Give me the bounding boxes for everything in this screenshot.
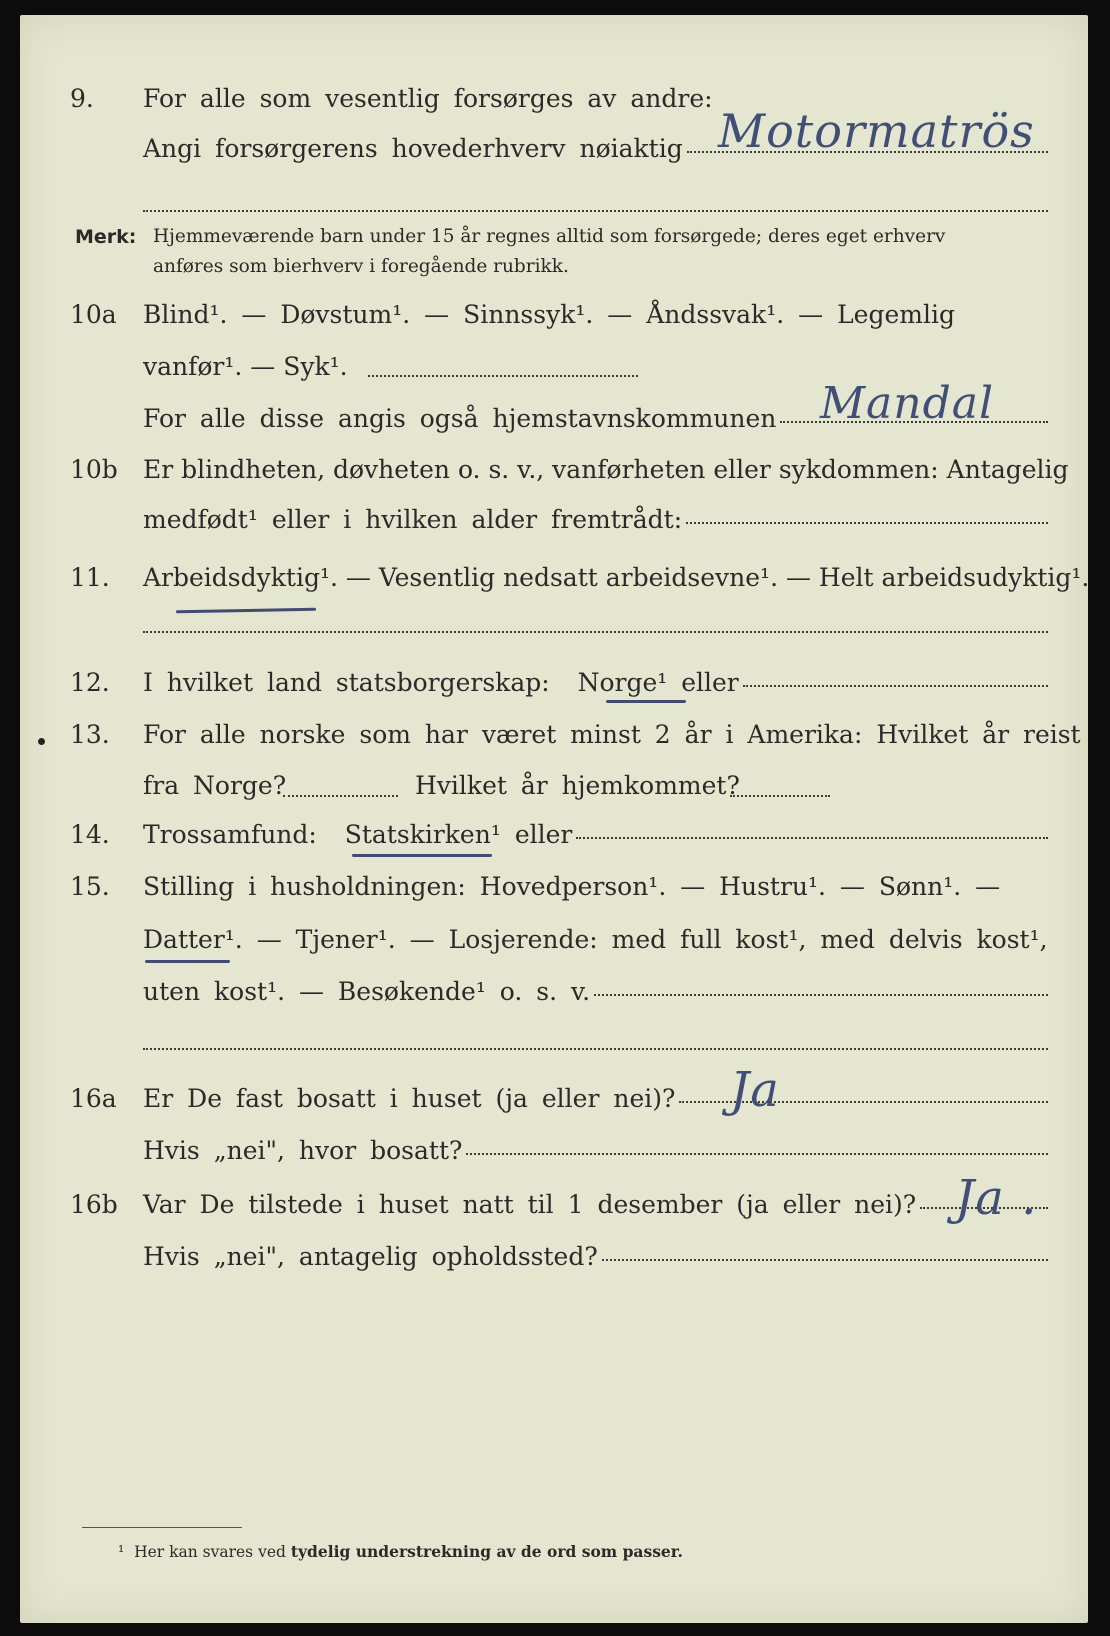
q15-handwritten-underline [145,960,230,963]
q10a-number: 10a [70,300,117,329]
footnote-mark: ¹ [118,1543,125,1561]
q13-line1: For alle norske som har været minst 2 år i Amerika: Hvilket år reist [143,720,1081,749]
q12-number: 12. [70,668,110,697]
q16b-label: Var De tilstede i huset natt til 1 desember (ja eller nei)? [143,1190,917,1219]
q16b-where-line [602,1259,1048,1261]
q16a-number: 16a [70,1084,117,1113]
q14-handwritten-underline [352,854,492,857]
q16a-where-line [466,1153,1048,1155]
q15-number: 15. [70,872,110,901]
q13-number: 13. [70,720,110,749]
q13-line2b: Hvilket år hjemkommet? [415,771,740,800]
q10a-line2-fill [368,375,638,377]
merk-label: Merk: [75,226,137,248]
q11-extra-line [143,631,1048,633]
q16a-label: Er De fast bosatt i huset (ja eller nei)? [143,1084,676,1113]
q12-suffix: eller [681,668,739,697]
q16b-handwritten-answer: Ja . [955,1170,1038,1226]
q9-line1: For alle som vesentlig forsørges av andre: [143,84,713,113]
q14-option-statskirken: Statskirken¹ [344,820,501,849]
q16a-line2 [143,1136,1048,1176]
q16a-handwritten-answer: Ja [730,1062,780,1118]
q10a-handwritten-answer: Mandal [820,378,995,429]
q10b-line2 [143,505,1048,545]
q13-line2a: fra Norge? [143,771,287,800]
q16b-number: 16b [70,1190,118,1219]
q9-label: Angi forsørgerens hovederhverv nøiaktig [143,134,683,163]
q15-extra-line [143,1048,1048,1050]
footnote-rule [82,1527,242,1528]
q15-option-datter: Datter¹. [143,925,243,954]
q10b-label: medfødt¹ eller i hvilken alder fremtrådt: [143,505,683,534]
q13-year-left-line [283,795,398,797]
q9-extra-line [143,210,1048,212]
footnote [118,1542,683,1561]
q10a-label: For alle disse angis også hjemstavnskommunen [143,404,777,433]
q10b-line1: Er blindheten, døvheten o. s. v., vanførheten eller sykdommen: Antagelig [143,455,1069,484]
q16a-label2: Hvis „nei", hvor bosatt? [143,1136,463,1165]
q14-answer-line [576,837,1048,839]
merk-line2: anføres som bierhverv i foregående rubrikk. [153,256,569,277]
q12-answer-line [743,685,1048,687]
q12-handwritten-underline [606,700,686,703]
q16a-line1 [143,1084,1048,1124]
q15-answer-line [594,994,1048,996]
q12-option-norge: Norge¹ [577,668,668,697]
footnote-text-a: Her kan svares ved [134,1543,286,1561]
q10a-line2: vanfør¹. — Syk¹. [143,352,348,381]
q10a-line1: Blind¹. — Døvstum¹. — Sinnssyk¹. — Åndssvak¹. — Legemlig [143,300,955,329]
footnote-text-b: tydelig understrekning av de ord som passer. [290,1542,683,1561]
q15-line2-rest: — Tjener¹. — Losjerende: med full kost¹, med delvis kost¹, [256,925,1048,954]
q14-line [143,820,1048,860]
q13-year-return-line [730,795,830,797]
merk-line1: Hjemmeværende barn under 15 år regnes alltid som forsørgede; deres eget erhverv [153,226,946,247]
q10b-answer-line [686,522,1048,524]
q16b-line2 [143,1242,1048,1282]
q9-handwritten-answer: Motormatrös [718,104,1035,158]
q11-number: 11. [70,563,110,592]
q14-suffix: eller [514,820,573,849]
q10b-number: 10b [70,455,118,484]
q16b-line1 [143,1190,1048,1230]
q15-line2 [143,925,1048,965]
q15-line1: Stilling i husholdningen: Hovedperson¹. — Hustru¹. — Sønn¹. — [143,872,1001,901]
q12-line [143,668,1048,708]
q12-prefix: I hvilket land statsborgerskap: [143,668,550,697]
q9-number: 9. [70,84,94,113]
q14-number: 14. [70,820,110,849]
q14-prefix: Trossamfund: [143,820,317,849]
q16b-label2: Hvis „nei", antagelig opholdssted? [143,1242,598,1271]
q11-line1: Arbeidsdyktig¹. — Vesentlig nedsatt arbeidsevne¹. — Helt arbeidsudyktig¹. [143,563,1090,592]
q15-line3-text: uten kost¹. — Besøkende¹ o. s. v. [143,977,591,1006]
q15-line3 [143,977,1048,1017]
ink-dot [38,738,45,745]
